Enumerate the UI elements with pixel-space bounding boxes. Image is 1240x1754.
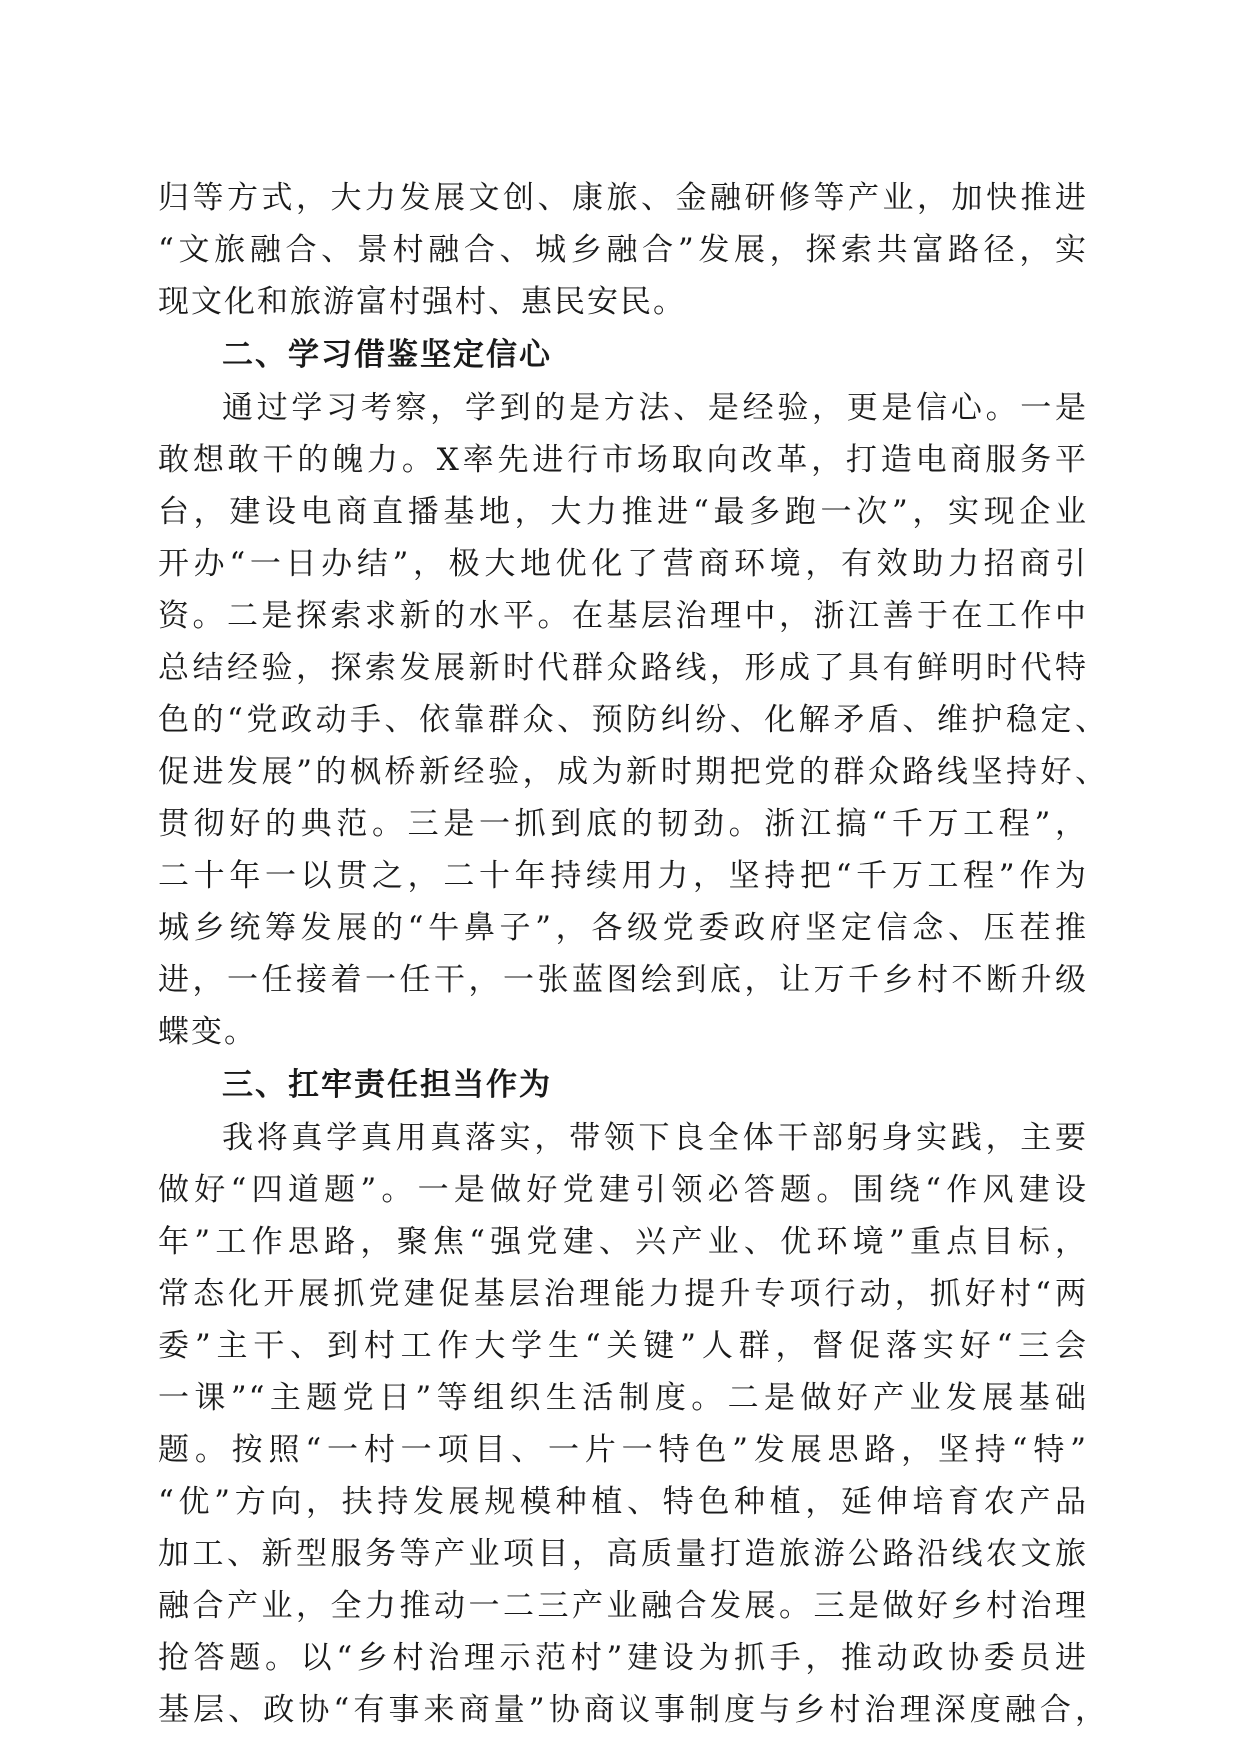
- paragraph-line: 敢想敢干的魄力。X率先进行市场取向改革，打造电商服务平: [158, 442, 1088, 478]
- paragraph-line: 融合产业，全力推动一二三产业融合发展。三是做好乡村治理: [158, 1588, 1088, 1624]
- paragraph-line: 归等方式，大力发展文创、康旅、金融研修等产业，加快推进: [158, 180, 1088, 216]
- paragraph-line: 一课”“主题党日”等组织生活制度。二是做好产业发展基础: [158, 1380, 1088, 1416]
- paragraph-line: 委”主干、到村工作大学生“关键”人群，督促落实好“三会: [158, 1328, 1088, 1364]
- paragraph-line: 促进发展”的枫桥新经验，成为新时期把党的群众路线坚持好、: [158, 754, 1108, 790]
- paragraph-line: 通过学习考察，学到的是方法、是经验，更是信心。一是: [222, 390, 1088, 426]
- paragraph-line: 加工、新型服务等产业项目，高质量打造旅游公路沿线农文旅: [158, 1536, 1088, 1572]
- paragraph-line: 开办“一日办结”，极大地优化了营商环境，有效助力招商引: [158, 546, 1088, 582]
- paragraph-line: 现文化和旅游富村强村、惠民安民。: [158, 284, 686, 320]
- paragraph-line: 蝶变。: [158, 1014, 257, 1050]
- paragraph-line: 二十年一以贯之，二十年持续用力，坚持把“千万工程”作为: [158, 858, 1088, 894]
- paragraph-line: 做好“四道题”。一是做好党建引领必答题。围绕“作风建设: [158, 1172, 1088, 1208]
- paragraph-line: 总结经验，探索发展新时代群众路线，形成了具有鲜明时代特: [158, 650, 1088, 686]
- paragraph-line: 资。二是探索求新的水平。在基层治理中，浙江善于在工作中: [158, 598, 1088, 634]
- section-heading-2: 二、学习借鉴坚定信心: [222, 337, 552, 373]
- paragraph-line: 基层、政协“有事来商量”协商议事制度与乡村治理深度融合，: [158, 1692, 1108, 1728]
- paragraph-line: 我将真学真用真落实，带领下良全体干部躬身实践，主要: [222, 1120, 1088, 1156]
- paragraph-line: “优”方向，扶持发展规模种植、特色种植，延伸培育农产品: [158, 1484, 1088, 1520]
- paragraph-line: 抢答题。以“乡村治理示范村”建设为抓手，推动政协委员进: [158, 1640, 1088, 1676]
- paragraph-line: 台，建设电商直播基地，大力推进“最多跑一次”，实现企业: [158, 494, 1088, 530]
- paragraph-line: 色的“党政动手、依靠群众、预防纠纷、化解矛盾、维护稳定、: [158, 702, 1108, 738]
- paragraph-line: 城乡统筹发展的“牛鼻子”，各级党委政府坚定信念、压茬推: [158, 910, 1088, 946]
- paragraph-line: “文旅融合、景村融合、城乡融合”发展，探索共富路径，实: [158, 232, 1088, 268]
- section-heading-3: 三、扛牢责任担当作为: [222, 1067, 552, 1103]
- paragraph-line: 进，一任接着一任干，一张蓝图绘到底，让万千乡村不断升级: [158, 962, 1088, 998]
- paragraph-line: 常态化开展抓党建促基层治理能力提升专项行动，抓好村“两: [158, 1276, 1088, 1312]
- paragraph-line: 贯彻好的典范。三是一抓到底的韧劲。浙江搞“千万工程”，: [158, 806, 1088, 842]
- paragraph-line: 年”工作思路，聚焦“强党建、兴产业、优环境”重点目标，: [158, 1224, 1088, 1260]
- paragraph-line: 题。按照“一村一项目、一片一特色”发展思路，坚持“特”: [158, 1432, 1088, 1468]
